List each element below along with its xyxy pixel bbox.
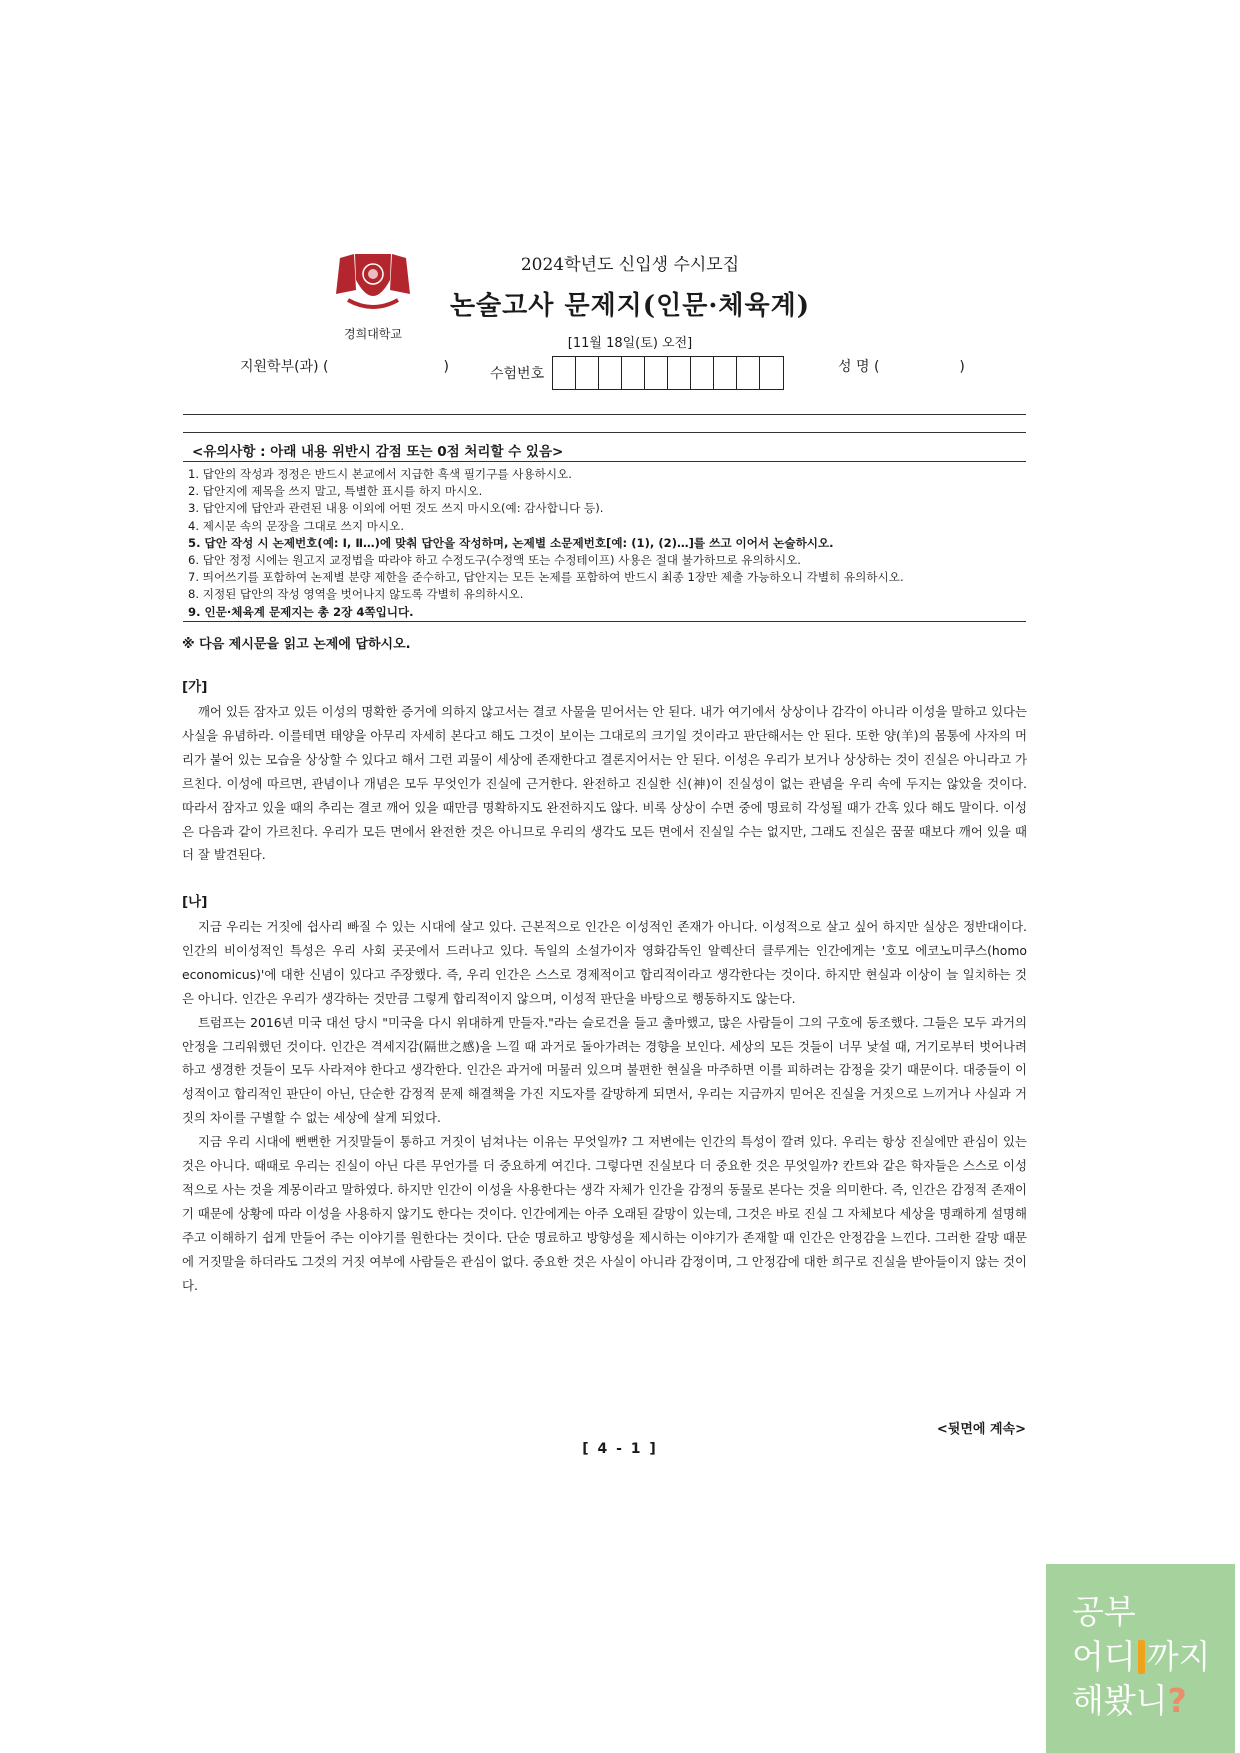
divider-line <box>183 414 1026 415</box>
notice-item: 9. 인문·체육계 문제지는 총 2장 4쪽입니다. <box>188 604 414 619</box>
watermark-text: 어디 <box>1072 1636 1136 1676</box>
passage-paragraph: 깨어 있든 잠자고 있든 이성의 명확한 증거에 의하지 않고서는 결코 사물을 믿어서는 안 된다. 내가 여기에서 상상이나 감각이 아니라 이성을 말하고 있다는 사실을 유념하라. 이를테면 태양을 아무리 자세히 본다고 해도 그것이 보이는 그대로의 크기일 것이라고 판단해서는 안 된다. 또한 양(羊)의 몸통에 사자의 머리가 붙어 있는 모습을 상상할 수 있다고 해서 그런 괴물이 세상에 존재한다고 결론지어서는 안 된다. 이성은 우리가 보거나 상상하는 것이 진실은 아니라고 가르친다. 이성에 따르면, 관념이나 개념은 모두 무엇인가 진실에 근거한다. 완전하고 진실한 신(神)이 진실성이 없는 관념을 우리 속에 두지는 않았을 것이다. 따라서 잠자고 있을 때의 추리는 결코 깨어 있을 때만큼 명확하지도 완전하지도 않다. 비록 상상이 수면 중에 명료히 각성될 때가 간혹 있다 해도 말이다. 이성은 다음과 같이 가르친다. 우리가 모든 면에서 완전한 것은 아니므로 우리의 생각도 모든 면에서 진실일 수는 없지만, 그래도 진실은 꿈꿀 때보다 깨어 있을 때 더 잘 발견된다. <box>182 704 1027 863</box>
exam-number-box[interactable] <box>553 357 576 389</box>
passage-na <box>182 915 1027 1298</box>
exam-title: 논술고사 문제지(인문·체육계) <box>449 291 811 321</box>
exam-header <box>430 250 830 351</box>
department-close: ) <box>443 359 449 375</box>
watermark-text: 까지 <box>1146 1636 1211 1676</box>
page-number: [ 4 - 1 ] <box>582 1441 658 1457</box>
watermark-line <box>1072 1679 1235 1724</box>
watermark-badge <box>1046 1564 1235 1753</box>
notice-item: 1. 답안의 작성과 정정은 반드시 본교에서 지급한 흑색 필기구를 사용하시오. <box>188 467 572 481</box>
exam-subtitle: 2024학년도 신입생 수시모집 <box>520 255 740 275</box>
university-seal-logo <box>326 250 420 322</box>
pencil-icon <box>1138 1640 1145 1674</box>
divider-line <box>183 621 1026 622</box>
exam-number-box[interactable] <box>760 357 783 389</box>
notice-heading: <유의사항 : 아래 내용 위반시 감점 또는 0점 처리할 수 있음> <box>192 444 564 460</box>
watermark-text: 해봤니 <box>1072 1681 1168 1721</box>
exam-number-box[interactable] <box>714 357 737 389</box>
divider-line <box>183 432 1026 433</box>
exam-number-field <box>490 356 784 390</box>
notice-item: 3. 답안지에 답안과 관련된 내용 이외에 어떤 것도 쓰지 마시오(예: 감사합니다 등). <box>188 501 604 516</box>
name-field <box>838 356 965 390</box>
department-label: 지원학부(과) ( <box>240 359 329 375</box>
exam-number-box[interactable] <box>668 357 691 389</box>
passage-paragraph: 지금 우리는 거짓에 쉽사리 빠질 수 있는 시대에 살고 있다. 근본적으로 인간은 이성적인 존재가 아니다. 이성적으로 살고 싶어 하지만 실상은 정반대이다. 인간의 비이성적인 특성은 우리 사회 곳곳에서 드러나고 있다. 독일의 소설가이자 영화감독인 알렉산더 클루게는 인간에게는 '호모 에코노미쿠스(homo economicus)'에 대한 신념이 있다고 주장했다. 즉, 우리 인간은 스스로 경제적이고 합리적이라고 생각한다는 것이다. 하지만 현실과 이상이 늘 일치하는 것은 아니다. 인간은 우리가 생각하는 것만큼 그렇게 합리적이지 않으며, 이성적 판단을 바탕으로 행동하지도 않는다. <box>182 919 1027 1006</box>
notice-item: 8. 지정된 답안의 작성 영역을 벗어나지 않도록 각별히 유의하시오. <box>188 587 524 602</box>
notice-list <box>188 466 1028 621</box>
exam-number-box[interactable] <box>599 357 622 389</box>
logo-right-flag <box>390 254 410 294</box>
name-label: 성 명 ( <box>838 359 880 375</box>
notice-item: 2. 답안지에 제목을 쓰지 말고, 특별한 표시를 하지 마시오. <box>188 484 483 499</box>
passage-ga <box>182 700 1027 867</box>
notice-item: 4. 제시문 속의 문장을 그대로 쓰지 마시오. <box>188 518 405 533</box>
passage-na-label: [나] <box>182 894 208 910</box>
exam-number-box[interactable] <box>691 357 714 389</box>
instruction-text: ※ 다음 제시문을 읽고 논제에 답하시오. <box>182 637 411 652</box>
exam-number-box[interactable] <box>645 357 668 389</box>
department-field <box>240 356 449 390</box>
question-mark: ? <box>1167 1681 1187 1721</box>
notice-item: 7. 띄어쓰기를 포함하여 논제별 분량 제한을 준수하고, 답안지는 모든 논제를 포함하여 반드시 최종 1장만 제출 가능하오니 각별히 유의하시오. <box>188 570 904 585</box>
exam-number-label: 수험번호 <box>490 366 545 382</box>
exam-number-boxes[interactable] <box>552 356 784 390</box>
exam-number-box[interactable] <box>576 357 599 389</box>
name-close: ) <box>959 359 965 375</box>
exam-number-box[interactable] <box>737 357 760 389</box>
continue-note: <뒷면에 계속> <box>936 1422 1026 1437</box>
university-name: 경희대학교 <box>344 327 402 341</box>
notice-item: 6. 답안 정정 시에는 원고지 교정법을 따라야 하고 수정도구(수정액 또는 수정테이프) 사용은 절대 불가하므로 유의하시오. <box>188 552 801 567</box>
passage-paragraph: 지금 우리 시대에 뻔뻔한 거짓말들이 통하고 거짓이 넘쳐나는 이유는 무엇일까? 그 저변에는 인간의 특성이 깔려 있다. 우리는 항상 진실에만 관심이 있는 것은 아니다. 때때로 우리는 진실이 아닌 다른 무언가를 더 중요하게 여긴다. 그렇다면 진실보다 더 중요한 것은 무엇일까? 칸트와 같은 학자들은 스스로 이성적으로 사는 것을 계몽이라고 말하였다. 하지만 인간이 이성을 사용한다는 생각 자체가 인간을 감정의 동물로 본다는 것을 의미한다. 즉, 인간은 감정적 존재이기 때문에 상황에 따라 이성을 사용하지 않기도 한다는 것이다. 인간에게는 아주 오래된 갈망이 있는데, 그것은 바로 진실 그 자체보다 세상을 명쾌하게 설명해 주고 이해하기 쉽게 만들어 주는 이야기를 원한다는 것이다. 단순 명료하고 방향성을 제시하는 이야기가 존재할 때 인간은 안정감을 느낀다. 그러한 갈망 때문에 거짓말을 하더라도 그것의 거짓 여부에 사람들은 관심이 없다. 중요한 것은 사실이 아니라 감정이며, 그 안정감에 대한 희구로 진실을 받아들이지 않는 것이다. <box>182 1134 1027 1293</box>
watermark-line <box>1072 1635 1235 1680</box>
passage-ga-label: [가] <box>182 679 208 695</box>
exam-date: [11월 18일(토) 오전] <box>567 336 693 351</box>
notice-item: 5. 답안 작성 시 논제번호(예: Ⅰ, Ⅱ…)에 맞춰 답안을 작성하며, 논제별 소문제번호[예: (1), (2)…]를 쓰고 이어서 논술하시오. <box>188 535 834 550</box>
exam-number-box[interactable] <box>622 357 645 389</box>
passage-paragraph: 트럼프는 2016년 미국 대선 당시 "미국을 다시 위대하게 만들자."라는 슬로건을 들고 출마했고, 많은 사람들이 그의 구호에 동조했다. 그들은 모두 과거의 안정을 그리워했던 것이다. 인간은 격세지감(隔世之感)을 느낄 때 과거로 돌아가려는 경향을 보인다. 세상의 모든 것들이 너무 낯설 때, 거기로부터 벗어나려 하고 생경한 것들이 모두 사라져야 한다고 생각한다. 인간은 과거에 머물러 있으며 불편한 현실을 마주하면 이를 피하려는 감정을 갖기 때문이다. 대중들이 이성적이고 합리적인 판단이 아닌, 단순한 감정적 문제 해결책을 가진 지도자를 갈망하게 되면서, 우리는 지금까지 믿어온 진실을 거짓으로 느끼거나 사실과 거짓의 차이를 구별할 수 없는 세상에 살게 되었다. <box>182 1014 1027 1126</box>
logo-left-flag <box>336 254 356 294</box>
watermark-line: 공부 <box>1072 1592 1136 1631</box>
divider-line <box>183 461 1026 462</box>
